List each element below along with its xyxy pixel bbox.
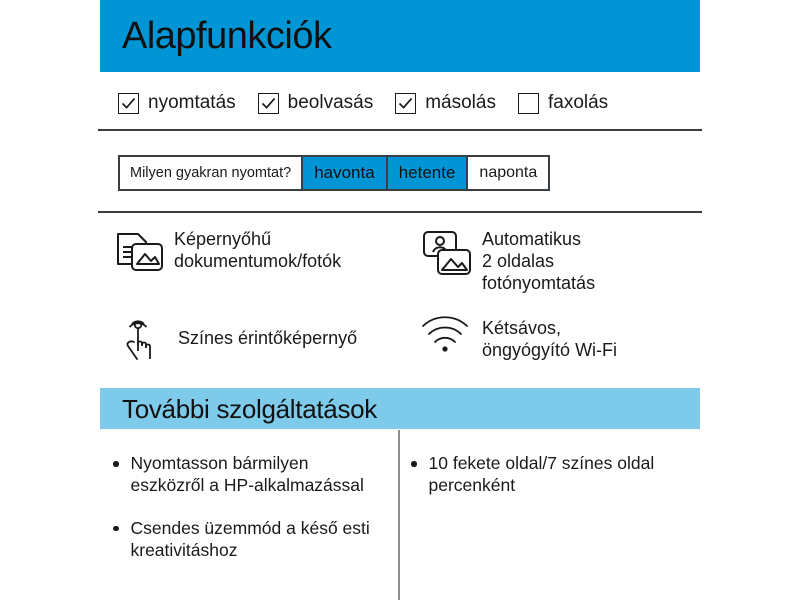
document-photo-icon	[112, 228, 174, 280]
function-option-label: beolvasás	[287, 92, 374, 113]
duplex-photo-icon	[420, 228, 482, 280]
services-header-bar	[100, 388, 700, 429]
frequency-option-weekly[interactable]: hetente	[388, 157, 469, 189]
feature-label-line: öngyógyító Wi-Fi	[482, 339, 618, 360]
feature-label-line: Kétsávos,	[482, 318, 562, 338]
bullet-dot-icon	[411, 461, 417, 467]
feature-label-line: Képernyőhű	[174, 229, 272, 249]
feature-label	[482, 228, 595, 295]
feature-label	[178, 312, 357, 350]
frequency-question-label: Milyen gyakran nyomtat?	[120, 157, 303, 189]
function-option-scan[interactable]	[258, 92, 374, 114]
feature-screen-accurate-documents	[112, 228, 341, 280]
feature-label-line: Automatikus	[482, 229, 582, 249]
function-option-copy[interactable]	[395, 92, 496, 114]
services-bullets-left	[113, 452, 383, 562]
divider-line-bottom	[98, 211, 702, 213]
features-grid	[112, 228, 702, 378]
feature-label-line: Színes érintőképernyő	[178, 328, 358, 348]
function-option-print[interactable]	[118, 92, 236, 114]
list-item-text: Csendes üzemmód a késő esti kreativitáshoz	[130, 517, 370, 561]
frequency-option-daily[interactable]: naponta	[479, 164, 538, 181]
list-item	[411, 452, 686, 497]
functions-checkbox-row	[118, 92, 608, 114]
feature-dual-band-self-healing-wifi	[420, 312, 617, 362]
list-item	[113, 452, 383, 497]
column-divider	[398, 430, 400, 600]
feature-label-line: fotónyomtatás	[482, 272, 596, 293]
feature-auto-two-sided-photo-printing	[420, 228, 595, 295]
main-header-bar	[100, 0, 700, 72]
page-title: Alapfunkciók	[122, 15, 332, 57]
feature-label	[482, 312, 617, 362]
bullet-dot-icon	[113, 461, 119, 467]
services-bullets-right	[411, 452, 686, 497]
checkbox-checked-icon[interactable]	[395, 93, 416, 114]
feature-label-line: dokumentumok/fotók	[174, 250, 342, 271]
feature-label	[174, 228, 341, 273]
frequency-option-monthly[interactable]: havonta	[303, 157, 388, 189]
divider-line-top	[98, 129, 702, 131]
list-item-text: Nyomtasson bármilyen eszközről a HP-alkalmazással	[130, 453, 364, 496]
list-item	[113, 517, 383, 562]
print-frequency-selector	[118, 155, 550, 191]
services-title: További szolgáltatások	[122, 393, 377, 424]
function-option-label: nyomtatás	[148, 92, 236, 113]
checkbox-unchecked-icon[interactable]	[518, 93, 539, 114]
wifi-icon	[420, 312, 482, 360]
function-option-label: faxolás	[547, 92, 609, 113]
bullet-dot-icon	[113, 526, 119, 532]
checkbox-checked-icon[interactable]	[258, 93, 279, 114]
checkbox-checked-icon[interactable]	[118, 93, 139, 114]
feature-color-touchscreen	[116, 312, 357, 368]
function-option-fax[interactable]	[518, 92, 608, 114]
feature-label-line: 2 oldalas	[482, 250, 555, 271]
function-option-label: másolás	[425, 92, 496, 113]
touch-hand-icon	[116, 312, 178, 368]
list-item-text: 10 fekete oldal/7 színes oldal percenként	[428, 453, 655, 496]
